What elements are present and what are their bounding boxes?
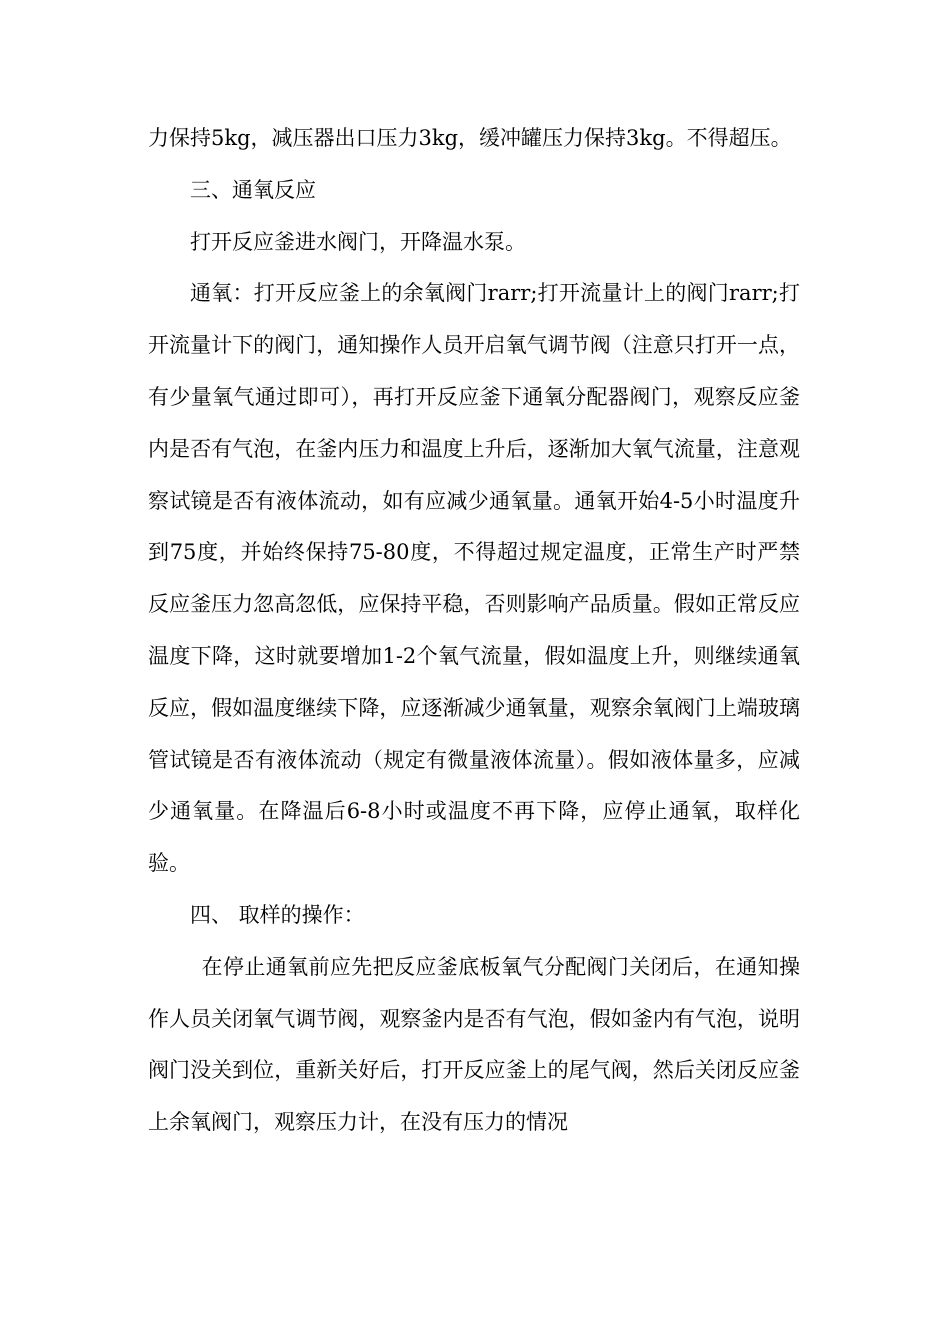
- document-body: [148, 113, 800, 1149]
- paragraph-sampling-procedure: 在停止通氧前应先把反应釜底板氧气分配阀门关闭后，在通知操作人员关闭氧气调节阀，观察釜内是否有气泡，假如釜内有气泡，说明阀门没关到位，重新关好后，打开反应釜上的尾气阀，然后关闭反应釜上余氧阀门，观察压力计，在没有压力的情况: [148, 954, 800, 1135]
- section-heading-sampling: 四、 取样的操作：: [190, 902, 365, 927]
- paragraph-pressure-limits: 力保持5kg，减压器出口压力3kg，缓冲罐压力保持3kg。不得超压。: [148, 126, 792, 150]
- paragraph-open-valves: 打开反应釜进水阀门，开降温水泵。: [190, 229, 526, 254]
- section-heading-oxygen-reaction: 三、通氧反应: [190, 177, 316, 202]
- paragraph-oxygen-procedure: 通氧：打开反应釜上的余氧阀门rarr;打开流量计上的阀门rarr;打开流量计下的阀门，通知操作人员开启氧气调节阀（注意只打开一点，有少量氧气通过即可），再打开反应釜下通氧分配器阀门，观察反应釜内是否有气泡，在釜内压力和温度上升后，逐渐加大氧气流量，注意观察试镜是否有液体流动，如有应减少通氧量。通氧开始4-5小时温度升到75度，并始终保持75-80度，不得超过规定温度，正常生产时严禁反应釜压力忽高忽低，应保持平稳，否则影响产品质量。假如正常反应温度下降，这时就要增加1-2个氧气流量，假如温度上升，则继续通氧反应，假如温度继续下降，应逐渐减少通氧量，观察余氧阀门上端玻璃管试镜是否有液体流动（规定有微量液体流量）。假如液体量多，应减少通氧量。在降温后6-8小时或温度不再下降，应停止通氧，取样化验。: [148, 281, 800, 876]
